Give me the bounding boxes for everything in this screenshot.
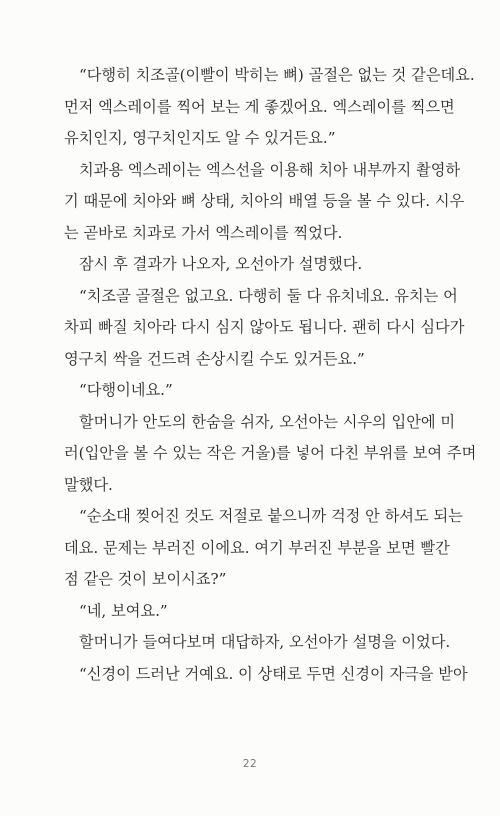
text-line: 할머니가 들여다보며 대답하자, 오선아가 설명을 이었다. [79, 633, 451, 651]
text-line: 점 같은 것이 보이시죠?” [64, 570, 227, 588]
text-line: 는 곧바로 치과로 가서 엑스레이를 찍었다. [64, 223, 343, 242]
text-line: 기 때문에 치아와 뼈 상태, 치아의 배열 등을 볼 수 있다. 시우 [64, 192, 465, 210]
text-line: “치조골 골절은 없고요. 다행히 둘 다 유치네요. 유치는 어 [79, 286, 458, 305]
text-line: 먼저 엑스레이를 찍어 보는 게 좋겠어요. 엑스레이를 찍으면 [64, 97, 455, 116]
text-line: 잠시 후 결과가 나오자, 오선아가 설명했다. [79, 255, 363, 273]
page-number: 22 [242, 758, 258, 770]
text-line: 영구치 싹을 건드려 손상시킬 수도 있거든요.” [64, 349, 365, 368]
text-line: 데요. 문제는 부러진 이에요. 여기 부러진 부분을 보면 빨간 [64, 538, 450, 557]
text-line: “순소대 찢어진 것도 저절로 붙으니까 걱정 안 하셔도 되는 [79, 507, 463, 525]
text-line: 치과용 엑스레이는 엑스선을 이용해 치아 내부까지 촬영하 [79, 160, 461, 179]
body-text [64, 60, 477, 690]
text-line: 러(입안을 볼 수 있는 작은 거울)를 넣어 다친 부위를 보여 주며 [64, 444, 477, 462]
text-line: 할머니가 안도의 한숨을 쉬자, 오선아는 시우의 입안에 미 [79, 412, 456, 431]
text-line: “다행이네요.” [79, 381, 173, 399]
text-line: 차피 빠질 치아라 다시 심지 않아도 됩니다. 괜히 다시 심다가 [64, 318, 465, 336]
text-line: 말했다. [64, 475, 113, 494]
text-line: 유치인지, 영구치인지도 알 수 있거든요.” [64, 129, 336, 147]
text-line: “네, 보여요.” [79, 601, 168, 620]
text-line: “신경이 드러난 거예요. 이 상태로 두면 신경이 자극을 받아 [79, 664, 468, 683]
text-line: “다행히 치조골(이빨이 박히는 뼈) 골절은 없는 것 같은데요. [79, 66, 475, 84]
